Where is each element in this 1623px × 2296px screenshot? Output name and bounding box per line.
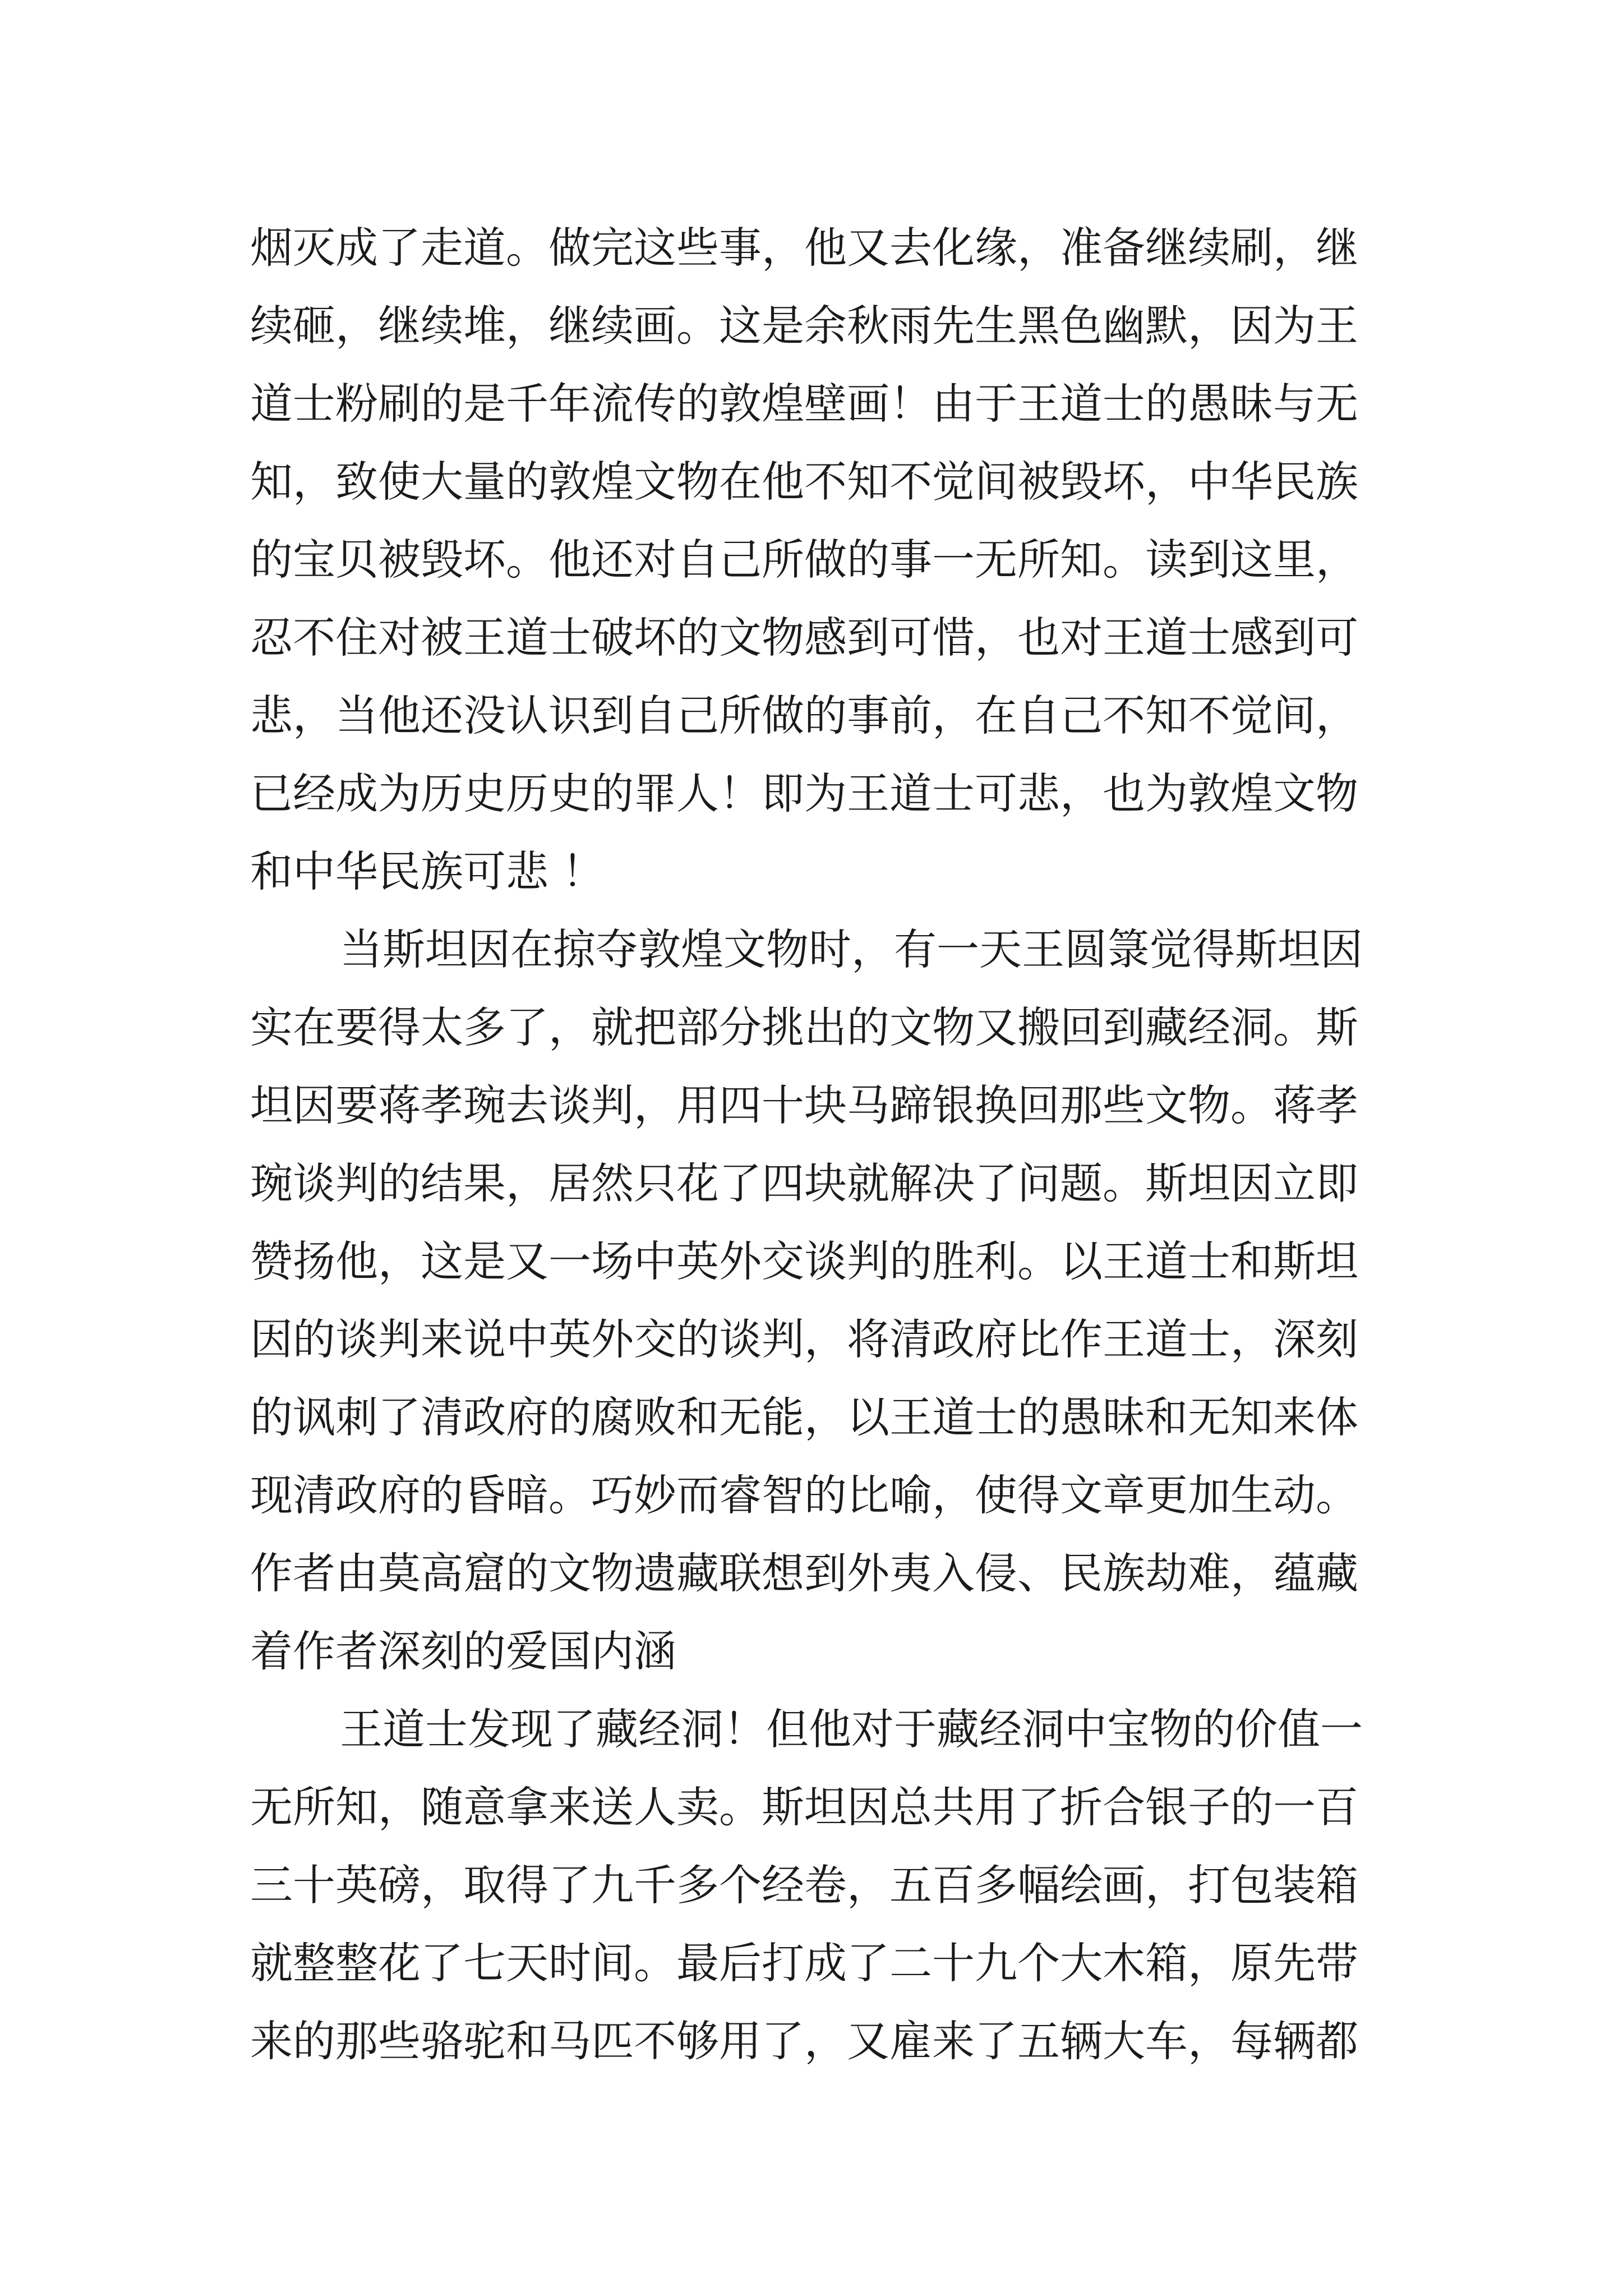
paragraph-first-line: 当斯坦因在掠夺敦煌文物时，有一天王圆箓觉得斯坦因 (340, 924, 1363, 974)
text-line: 的讽刺了清政府的腐败和无能，以王道士的愚昧和无知来体 (250, 1392, 1358, 1442)
text-line: 赞扬他，这是又一场中英外交谈判的胜利。以王道士和斯坦 (250, 1236, 1358, 1286)
text-line: 作者由莫高窟的文物遗藏联想到外夷入侵、民族劫难，蕴藏 (250, 1548, 1358, 1598)
text-line: 无所知，随意拿来送人卖。斯坦因总共用了折合银子的一百 (250, 1782, 1358, 1832)
text-line: 烟灭成了走道。做完这些事，他又去化缘，准备继续刷，继 (250, 223, 1358, 273)
text-line: 琬谈判的结果，居然只花了四块就解决了问题。斯坦因立即 (250, 1158, 1358, 1208)
text-line: 和中华民族可悲 ！ (250, 846, 605, 896)
text-line: 的宝贝被毁坏。他还对自己所做的事一无所知。读到这里， (250, 535, 1358, 585)
paragraph-first-line: 王道士发现了藏经洞！但他对于藏经洞中宝物的价值一 (340, 1704, 1363, 1754)
text-line: 现清政府的昏暗。巧妙而睿智的比喻，使得文章更加生动。 (250, 1470, 1358, 1520)
text-line: 三十英磅，取得了九千多个经卷，五百多幅绘画，打包装箱 (250, 1860, 1358, 1910)
text-line: 来的那些骆驼和马匹不够用了，又雇来了五辆大车，每辆都 (250, 2016, 1358, 2066)
text-line: 已经成为历史历史的罪人！即为王道士可悲，也为敦煌文物 (250, 769, 1358, 818)
text-line: 忍不住对被王道士破坏的文物感到可惜，也对王道士感到可 (250, 613, 1358, 662)
text-line: 就整整花了七天时间。最后打成了二十九个大木箱，原先带 (250, 1938, 1358, 1988)
text-line: 道士粉刷的是千年流传的敦煌壁画！由于王道士的愚昧与无 (250, 379, 1358, 429)
text-line: 着作者深刻的爱国内涵 (250, 1626, 676, 1676)
text-line: 因的谈判来说中英外交的谈判，将清政府比作王道士，深刻 (250, 1314, 1358, 1364)
text-line: 悲，当他还没认识到自己所做的事前，在自己不知不觉间， (250, 691, 1358, 740)
text-line: 知，致使大量的敦煌文物在他不知不觉间被毁坏，中华民族 (250, 457, 1358, 507)
text-line: 实在要得太多了，就把部分挑出的文物又搬回到藏经洞。斯 (250, 1002, 1358, 1052)
body-text (250, 209, 1390, 2080)
text-line: 续砸，继续堆，继续画。这是余秋雨先生黑色幽默，因为王 (250, 301, 1358, 351)
text-line: 坦因要蒋孝琬去谈判，用四十块马蹄银换回那些文物。蒋孝 (250, 1080, 1358, 1130)
